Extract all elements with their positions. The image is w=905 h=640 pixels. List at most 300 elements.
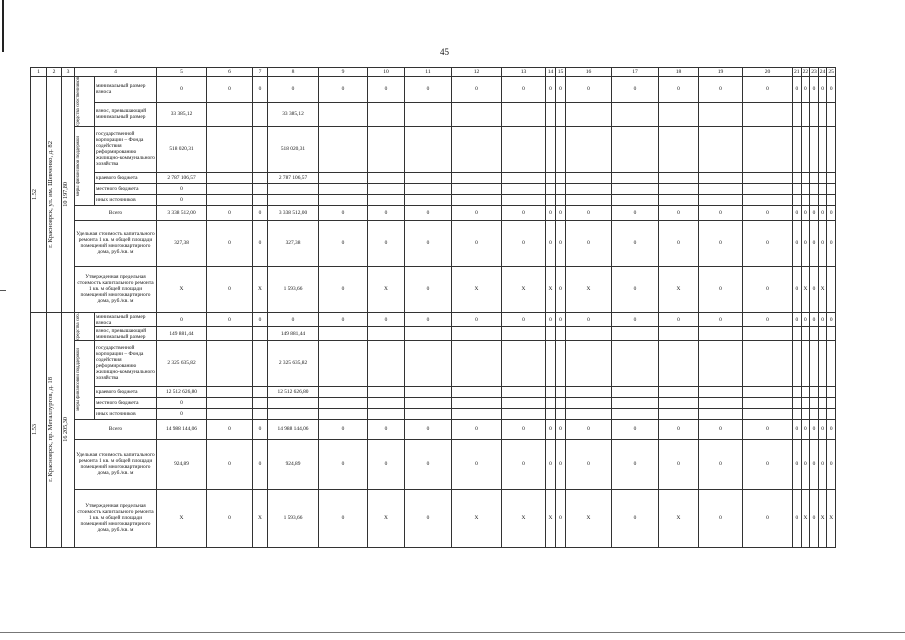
value-cell: [253, 126, 268, 172]
value-cell: [405, 397, 452, 408]
value-cell: 0: [793, 205, 802, 220]
value-cell: [818, 386, 827, 397]
value-cell: 0: [699, 419, 743, 439]
header-cell: 13: [502, 68, 546, 77]
value-cell: [801, 408, 810, 419]
value-cell: 2 325 635,82: [157, 340, 207, 386]
header-cell: 12: [452, 68, 502, 77]
value-cell: [818, 327, 827, 340]
value-cell: 0: [743, 312, 793, 327]
value-cell: 327,38: [268, 220, 319, 266]
value-cell: [659, 340, 699, 386]
value-cell: [207, 397, 253, 408]
value-cell: [827, 183, 836, 194]
value-cell: [699, 126, 743, 172]
value-cell: [253, 408, 268, 419]
table-row: [31, 194, 836, 205]
block-area-text: 16 205,30: [62, 417, 69, 443]
value-cell: 0: [699, 205, 743, 220]
value-cell: [502, 386, 546, 397]
value-cell: 0: [810, 439, 819, 489]
value-cell: [659, 102, 699, 126]
value-cell: 0: [452, 220, 502, 266]
value-cell: 0: [556, 205, 566, 220]
value-cell: 0: [405, 439, 452, 489]
value-cell: [612, 102, 659, 126]
value-cell: 0: [253, 439, 268, 489]
value-cell: X: [546, 266, 556, 312]
value-cell: [207, 183, 253, 194]
value-cell: X: [368, 266, 405, 312]
value-cell: [319, 126, 368, 172]
value-cell: [827, 408, 836, 419]
value-cell: 12 512 626,80: [268, 386, 319, 397]
value-cell: 0: [368, 220, 405, 266]
value-cell: 0: [556, 439, 566, 489]
value-cell: [743, 172, 793, 183]
group-own-funds-label: средства соб.: [76, 312, 81, 340]
value-cell: 0: [659, 439, 699, 489]
value-cell: [452, 340, 502, 386]
value-cell: [546, 172, 556, 183]
value-cell: [699, 386, 743, 397]
value-cell: [502, 340, 546, 386]
value-cell: 0: [405, 220, 452, 266]
value-cell: 0: [810, 220, 819, 266]
value-cell: 0: [566, 205, 612, 220]
value-cell: [659, 386, 699, 397]
table-row: [31, 205, 836, 220]
value-cell: 0: [827, 77, 836, 103]
value-cell: [827, 102, 836, 126]
value-cell: [810, 194, 819, 205]
value-cell: [452, 397, 502, 408]
table-row: [31, 312, 836, 327]
value-cell: X: [452, 266, 502, 312]
value-cell: [793, 102, 802, 126]
value-cell: 518 020,31: [268, 126, 319, 172]
value-cell: 0: [743, 205, 793, 220]
value-cell: [818, 183, 827, 194]
table-row: [31, 102, 836, 126]
header-cell: 9: [319, 68, 368, 77]
table-row: [31, 408, 836, 419]
value-cell: X: [368, 489, 405, 547]
group-support: [75, 126, 95, 205]
value-cell: [405, 102, 452, 126]
value-cell: 149 881,44: [268, 327, 319, 340]
header-cell: 4: [75, 68, 157, 77]
header-cell: 18: [659, 68, 699, 77]
value-cell: [810, 172, 819, 183]
value-cell: [268, 183, 319, 194]
value-cell: 0: [319, 312, 368, 327]
value-cell: 0: [810, 312, 819, 327]
value-cell: 0: [556, 77, 566, 103]
value-cell: 0: [207, 220, 253, 266]
value-cell: 0: [801, 419, 810, 439]
value-cell: [743, 327, 793, 340]
value-cell: [743, 408, 793, 419]
value-cell: [818, 194, 827, 205]
value-cell: X: [546, 489, 556, 547]
value-cell: 0: [699, 439, 743, 489]
value-cell: [743, 183, 793, 194]
value-cell: [452, 386, 502, 397]
value-cell: [818, 126, 827, 172]
table-row: [31, 327, 836, 340]
value-cell: [319, 327, 368, 340]
value-cell: [827, 340, 836, 386]
header-cell: 7: [253, 68, 268, 77]
value-cell: [319, 386, 368, 397]
value-cell: [612, 397, 659, 408]
value-cell: 14 988 144,06: [268, 419, 319, 439]
value-cell: [268, 397, 319, 408]
value-cell: [801, 172, 810, 183]
table-row: [31, 386, 836, 397]
value-cell: 1 593,66: [268, 266, 319, 312]
value-cell: [253, 327, 268, 340]
value-cell: [319, 194, 368, 205]
header-cell: 22: [802, 69, 809, 75]
value-cell: 0: [793, 489, 802, 547]
value-cell: [566, 386, 612, 397]
value-cell: 3 338 512,00: [157, 205, 207, 220]
row-label: государственной корпорации – Фонда содействия реформированию жилищно-коммунального хозяйства: [95, 126, 157, 172]
value-cell: [810, 102, 819, 126]
value-cell: [793, 340, 802, 386]
value-cell: [818, 102, 827, 126]
value-cell: [368, 327, 405, 340]
value-cell: [405, 172, 452, 183]
row-label: местного бюджета: [95, 183, 157, 194]
value-cell: [268, 194, 319, 205]
value-cell: 0: [793, 419, 802, 439]
value-cell: 0: [368, 205, 405, 220]
value-cell: 0: [743, 220, 793, 266]
value-cell: 0: [319, 489, 368, 547]
value-cell: X: [157, 266, 207, 312]
value-cell: [566, 102, 612, 126]
value-cell: 2 787 106,57: [157, 172, 207, 183]
value-cell: [827, 327, 836, 340]
value-cell: [502, 194, 546, 205]
capital-repair-table: [30, 67, 836, 548]
value-cell: 0: [612, 439, 659, 489]
table-row: [31, 397, 836, 408]
value-cell: 0: [818, 220, 827, 266]
value-cell: 0: [801, 220, 810, 266]
value-cell: 0: [699, 220, 743, 266]
header-cell: 14: [546, 68, 556, 77]
value-cell: [207, 340, 253, 386]
value-cell: 0: [827, 312, 836, 327]
value-cell: 0: [566, 77, 612, 103]
block-area: [62, 312, 75, 547]
value-cell: 0: [793, 77, 802, 103]
block-address: [47, 312, 62, 547]
value-cell: [207, 102, 253, 126]
value-cell: 0: [556, 266, 566, 312]
value-cell: [801, 102, 810, 126]
header-cell: 3: [62, 68, 75, 77]
table-row: [31, 340, 836, 386]
value-cell: 327,38: [157, 220, 207, 266]
block-area: [62, 77, 75, 313]
value-cell: 0: [743, 439, 793, 489]
value-cell: 0: [157, 194, 207, 205]
value-cell: 0: [659, 419, 699, 439]
value-cell: 0: [699, 266, 743, 312]
header-cell: 25: [828, 69, 834, 75]
value-cell: 0: [793, 266, 802, 312]
group-own-funds: [75, 312, 95, 340]
value-cell: 3 338 512,00: [268, 205, 319, 220]
value-cell: 518 020,31: [157, 126, 207, 172]
value-cell: [556, 194, 566, 205]
value-cell: [801, 183, 810, 194]
value-cell: 0: [207, 439, 253, 489]
header-cell: 19: [699, 68, 743, 77]
value-cell: [253, 386, 268, 397]
value-cell: 0: [502, 439, 546, 489]
value-cell: [452, 194, 502, 205]
value-cell: [793, 397, 802, 408]
value-cell: [502, 172, 546, 183]
value-cell: [801, 397, 810, 408]
value-cell: [793, 183, 802, 194]
value-cell: [452, 126, 502, 172]
value-cell: [743, 397, 793, 408]
value-cell: 924,89: [268, 439, 319, 489]
row-label: минимальный размер взноса: [95, 77, 157, 103]
value-cell: [801, 126, 810, 172]
value-cell: [810, 397, 819, 408]
value-cell: 0: [268, 312, 319, 327]
value-cell: [556, 397, 566, 408]
value-cell: [207, 408, 253, 419]
value-cell: 0: [502, 220, 546, 266]
value-cell: 0: [207, 419, 253, 439]
value-cell: [659, 172, 699, 183]
value-cell: 0: [612, 266, 659, 312]
value-cell: [452, 408, 502, 419]
value-cell: 0: [556, 220, 566, 266]
value-cell: X: [566, 489, 612, 547]
value-cell: 0: [827, 205, 836, 220]
value-cell: 0: [818, 312, 827, 327]
value-cell: 0: [268, 77, 319, 103]
value-cell: 0: [546, 220, 556, 266]
value-cell: 0: [566, 312, 612, 327]
value-cell: 0: [452, 419, 502, 439]
value-cell: [699, 172, 743, 183]
value-cell: 0: [157, 397, 207, 408]
value-cell: [612, 408, 659, 419]
value-cell: [253, 194, 268, 205]
value-cell: 0: [207, 266, 253, 312]
value-cell: [319, 397, 368, 408]
value-cell: 0: [157, 408, 207, 419]
row-label: Всего: [75, 419, 157, 439]
value-cell: 0: [207, 77, 253, 103]
value-cell: [793, 172, 802, 183]
value-cell: X: [818, 266, 827, 312]
value-cell: [743, 126, 793, 172]
value-cell: [699, 408, 743, 419]
value-cell: [699, 102, 743, 126]
value-cell: [502, 102, 546, 126]
group-support-label: меры финансовой подддержки: [76, 348, 81, 412]
value-cell: 0: [502, 312, 546, 327]
value-cell: [253, 102, 268, 126]
value-cell: [452, 327, 502, 340]
value-cell: [827, 194, 836, 205]
value-cell: [818, 397, 827, 408]
value-cell: 0: [207, 205, 253, 220]
value-cell: 0: [319, 419, 368, 439]
value-cell: 0: [253, 205, 268, 220]
value-cell: [452, 102, 502, 126]
value-cell: 0: [818, 77, 827, 103]
value-cell: 0: [368, 77, 405, 103]
value-cell: [319, 102, 368, 126]
page-number: 45: [440, 47, 449, 57]
value-cell: 0: [801, 77, 810, 103]
scan-edge-mark: [2, 0, 4, 52]
value-cell: [659, 327, 699, 340]
value-cell: [566, 172, 612, 183]
value-cell: [368, 340, 405, 386]
value-cell: 0: [743, 419, 793, 439]
header-cell: 11: [405, 68, 452, 77]
value-cell: 0: [253, 220, 268, 266]
value-cell: 2 325 635,82: [268, 340, 319, 386]
table-row: [31, 419, 836, 439]
value-cell: [452, 183, 502, 194]
value-cell: [659, 183, 699, 194]
value-cell: [502, 126, 546, 172]
block-number-text: 1.53: [31, 424, 38, 436]
value-cell: 0: [827, 419, 836, 439]
row-label: взнос, превышающий минимальный размер: [95, 327, 157, 340]
value-cell: 0: [452, 205, 502, 220]
value-cell: 0: [405, 419, 452, 439]
header-cell: 17: [612, 68, 659, 77]
row-label: Удельная стоимость капитального ремонта 1 кв. м общей площади помещений многоквартирного дома, руб./кв. м: [75, 220, 157, 266]
group-support: [75, 340, 95, 419]
value-cell: [546, 327, 556, 340]
value-cell: [253, 183, 268, 194]
page-bottom-edge: [0, 632, 905, 633]
value-cell: 0: [157, 312, 207, 327]
header-cell: 8: [268, 68, 319, 77]
value-cell: [368, 386, 405, 397]
header-row: [31, 68, 836, 77]
group-own-funds: [75, 77, 95, 127]
value-cell: 0: [546, 312, 556, 327]
value-cell: 0: [157, 77, 207, 103]
block-address: [47, 77, 62, 313]
value-cell: 0: [818, 439, 827, 489]
value-cell: [546, 126, 556, 172]
value-cell: [743, 386, 793, 397]
block-number-text: 1.52: [31, 188, 38, 200]
value-cell: 0: [827, 439, 836, 489]
value-cell: [319, 408, 368, 419]
value-cell: 0: [810, 205, 819, 220]
value-cell: [612, 183, 659, 194]
value-cell: [502, 327, 546, 340]
value-cell: 0: [810, 419, 819, 439]
value-cell: [546, 408, 556, 419]
value-cell: X: [801, 489, 810, 547]
table-row: [31, 439, 836, 489]
value-cell: X: [801, 266, 810, 312]
row-label: государственной корпорации – Фонда содействия реформированию жилищно-коммунального хозяйства: [95, 340, 157, 386]
value-cell: 0: [566, 439, 612, 489]
value-cell: [207, 327, 253, 340]
value-cell: [546, 386, 556, 397]
row-label: Утвержденная предельная стоимость капитального ремонта 1 кв. м общей площади помещений многоквартирного дома, руб./кв. м: [75, 266, 157, 312]
header-cell: 16: [566, 68, 612, 77]
value-cell: 0: [546, 77, 556, 103]
value-cell: [818, 340, 827, 386]
value-cell: X: [502, 489, 546, 547]
value-cell: [546, 183, 556, 194]
value-cell: [405, 183, 452, 194]
header-cell: 5: [157, 68, 207, 77]
value-cell: [659, 408, 699, 419]
value-cell: [818, 408, 827, 419]
value-cell: [319, 172, 368, 183]
row-label: взнос, превышающий минимальный размер: [95, 102, 157, 126]
row-label: Всего: [75, 205, 157, 220]
value-cell: [502, 408, 546, 419]
value-cell: [827, 266, 836, 312]
value-cell: [566, 327, 612, 340]
value-cell: [810, 183, 819, 194]
value-cell: [368, 194, 405, 205]
value-cell: 0: [612, 419, 659, 439]
value-cell: [368, 102, 405, 126]
value-cell: 0: [253, 312, 268, 327]
value-cell: [556, 408, 566, 419]
value-cell: [405, 327, 452, 340]
row-label: краевого бюджета: [95, 172, 157, 183]
value-cell: [827, 172, 836, 183]
value-cell: 0: [207, 312, 253, 327]
value-cell: 0: [319, 205, 368, 220]
value-cell: 0: [452, 77, 502, 103]
value-cell: [566, 126, 612, 172]
value-cell: [827, 126, 836, 172]
value-cell: 0: [502, 77, 546, 103]
value-cell: 0: [368, 419, 405, 439]
value-cell: 0: [810, 489, 819, 547]
header-cell: 1: [31, 68, 47, 77]
value-cell: [612, 386, 659, 397]
value-cell: 0: [253, 419, 268, 439]
value-cell: [253, 397, 268, 408]
value-cell: [699, 183, 743, 194]
value-cell: [793, 126, 802, 172]
value-cell: [368, 183, 405, 194]
value-cell: [546, 194, 556, 205]
value-cell: [793, 327, 802, 340]
header-cell: 21: [794, 69, 800, 75]
